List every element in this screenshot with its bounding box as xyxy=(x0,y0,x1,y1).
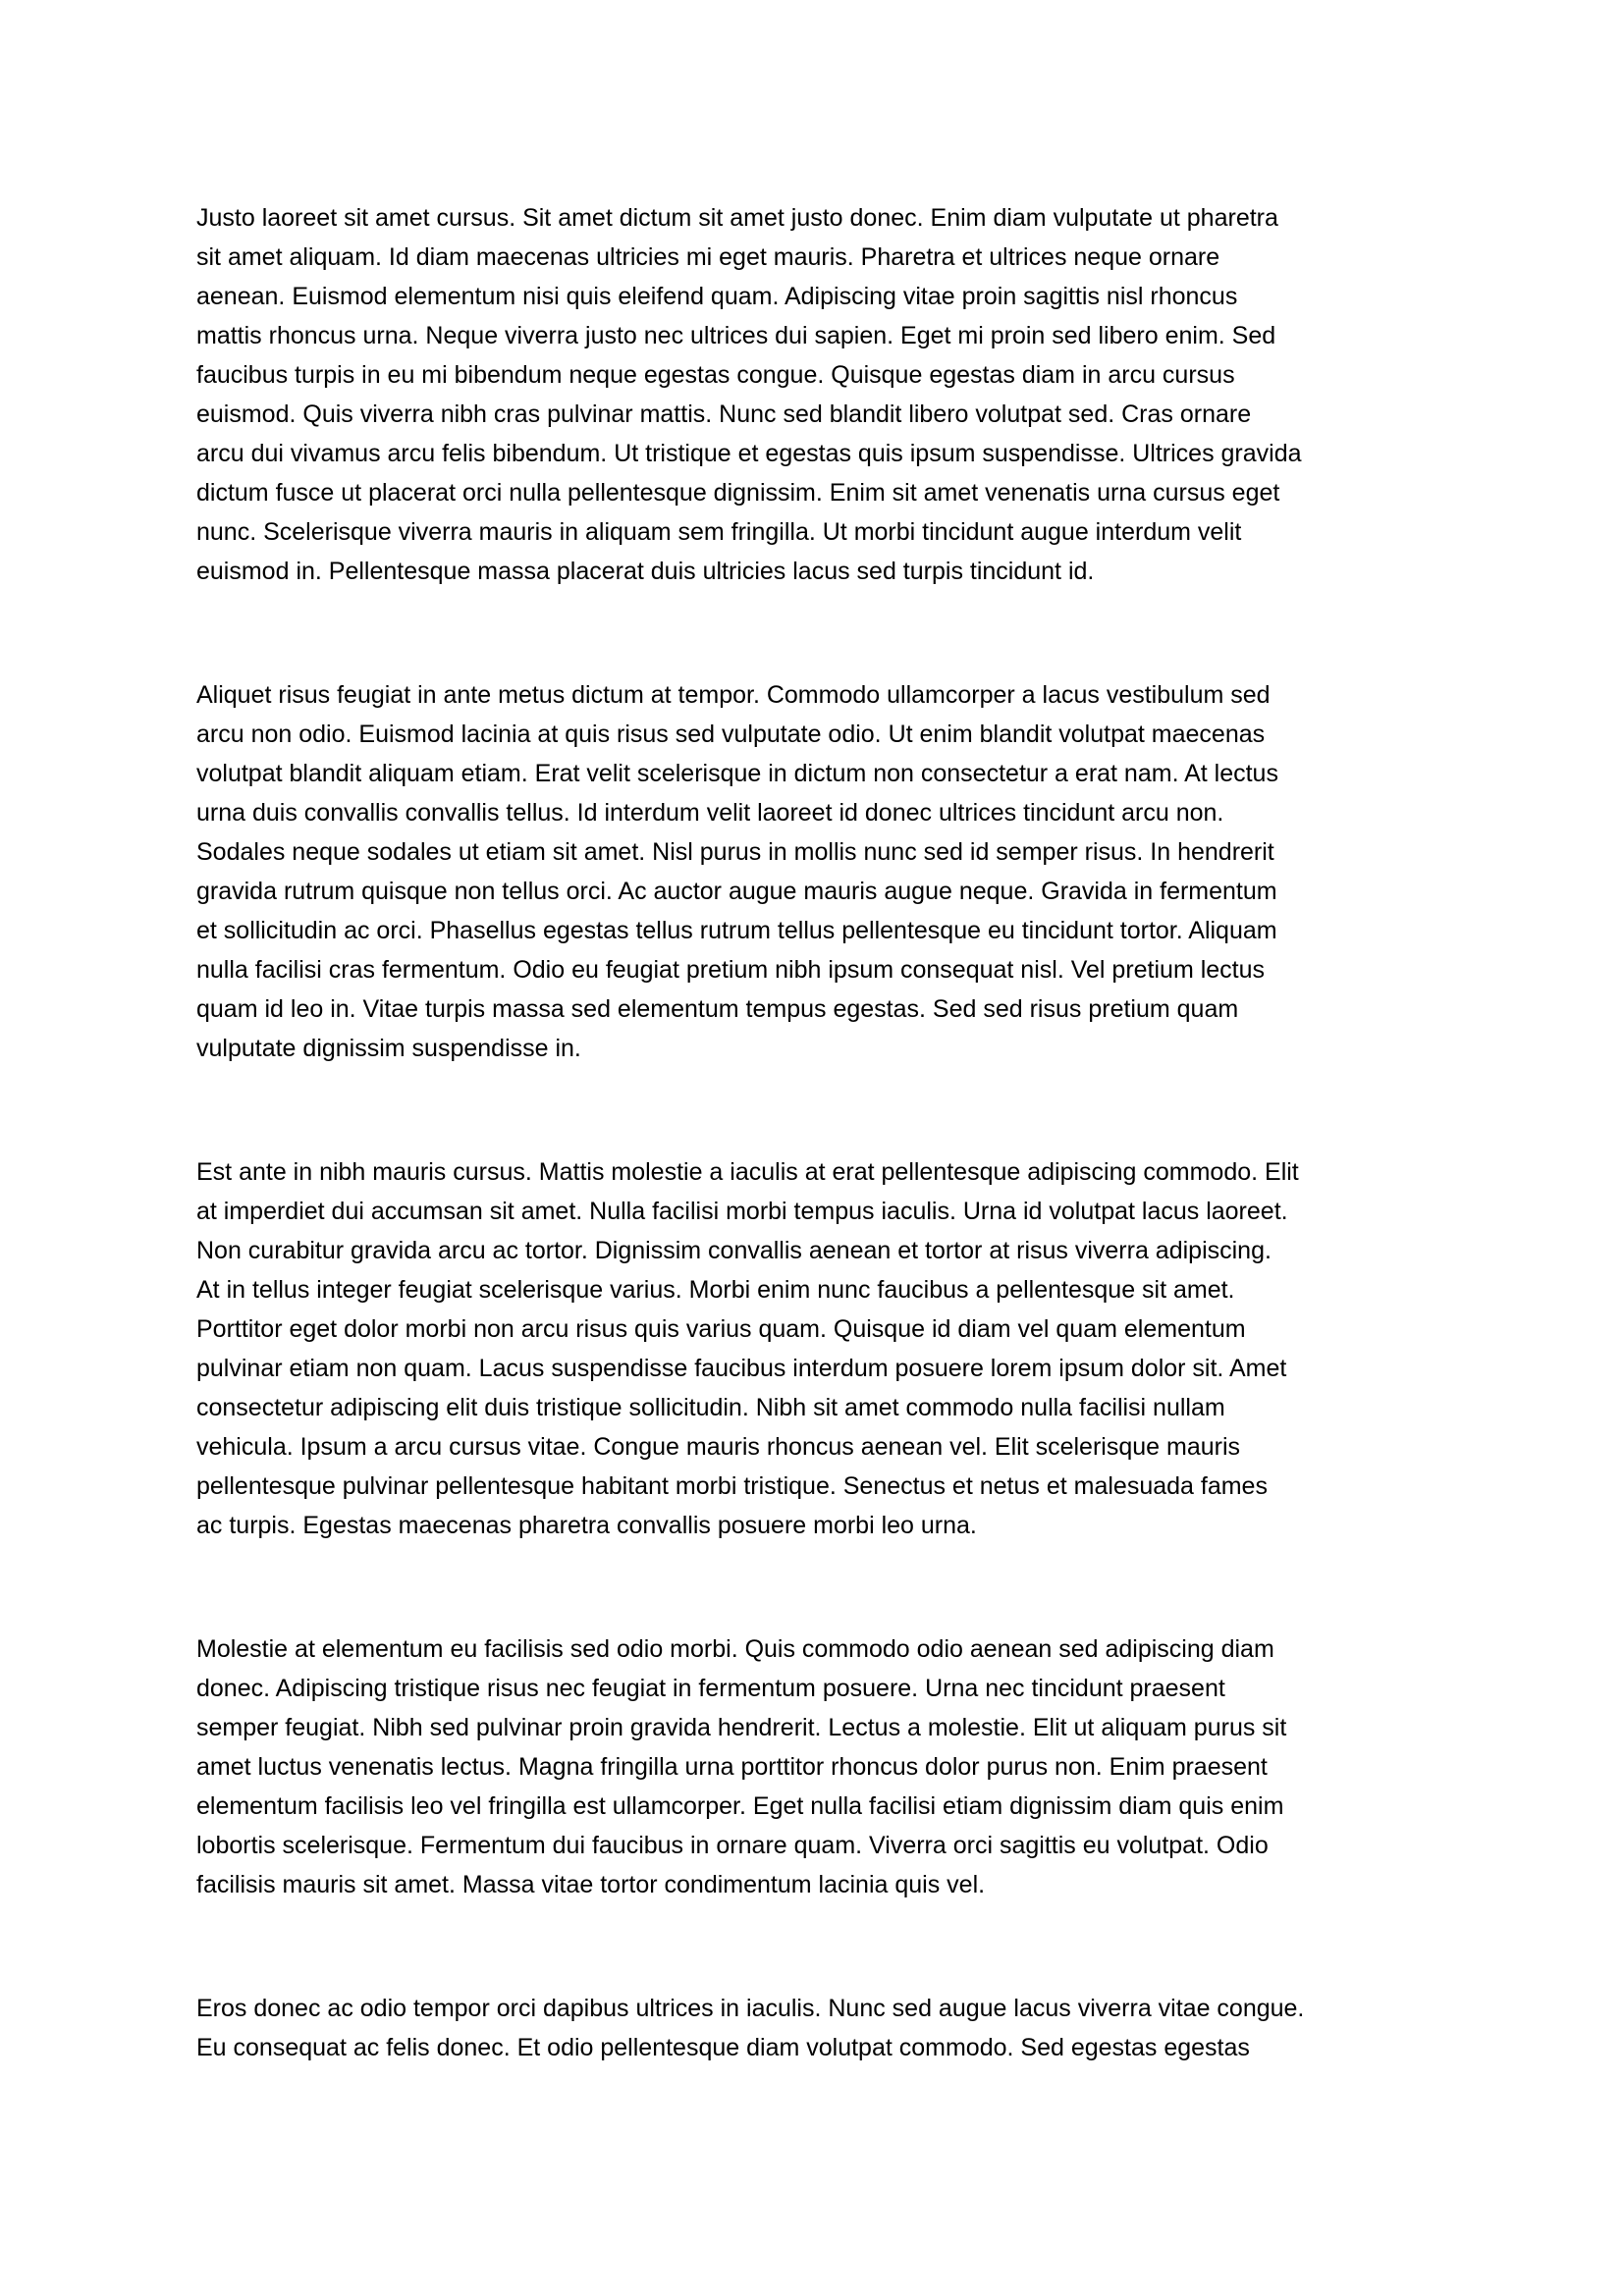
text-line: semper feugiat. Nibh sed pulvinar proin gravida hendrerit. Lectus a molestie. Elit ut aliquam purus sit xyxy=(196,1714,1287,1741)
text-line: at imperdiet dui accumsan sit amet. Nulla facilisi morbi tempus iaculis. Urna id volutpat lacus laoreet. xyxy=(196,1198,1288,1225)
paragraph-3 xyxy=(196,1152,1428,1545)
paragraph-5 xyxy=(196,1989,1428,2067)
text-line: elementum facilisis leo vel fringilla est ullamcorper. Eget nulla facilisi etiam dignissim diam quis enim xyxy=(196,1792,1284,1820)
text-line: donec. Adipiscing tristique risus nec feugiat in fermentum posuere. Urna nec tincidunt praesent xyxy=(196,1675,1225,1702)
text-line: consectetur adipiscing elit duis tristique sollicitudin. Nibh sit amet commodo nulla facilisi nullam xyxy=(196,1394,1225,1421)
text-line: aenean. Euismod elementum nisi quis eleifend quam. Adipiscing vitae proin sagittis nisl rhoncus xyxy=(196,283,1238,310)
text-line: amet luctus venenatis lectus. Magna fringilla urna porttitor rhoncus dolor purus non. Enim praesent xyxy=(196,1753,1268,1781)
text-line: nunc. Scelerisque viverra mauris in aliquam sem fringilla. Ut morbi tincidunt augue interdum velit xyxy=(196,518,1242,546)
text-line: Eros donec ac odio tempor orci dapibus ultrices in iaculis. Nunc sed augue lacus viverra vitae congue. xyxy=(196,1995,1305,2022)
text-line: At in tellus integer feugiat scelerisque varius. Morbi enim nunc faucibus a pellentesque sit amet. xyxy=(196,1276,1235,1304)
text-line: et sollicitudin ac orci. Phasellus egestas tellus rutrum tellus pellentesque eu tincidunt tortor. Aliquam xyxy=(196,917,1277,944)
text-line: facilisis mauris sit amet. Massa vitae tortor condimentum lacinia quis vel. xyxy=(196,1871,986,1898)
text-line: dictum fusce ut placerat orci nulla pellentesque dignissim. Enim sit amet venenatis urna cursus eget xyxy=(196,479,1280,507)
text-line: Non curabitur gravida arcu ac tortor. Dignissim convallis aenean et tortor at risus viverra adipiscing. xyxy=(196,1237,1272,1264)
text-line: vehicula. Ipsum a arcu cursus vitae. Congue mauris rhoncus aenean vel. Elit scelerisque mauris xyxy=(196,1433,1241,1461)
text-line: sit amet aliquam. Id diam maecenas ultricies mi eget mauris. Pharetra et ultrices neque ornare xyxy=(196,243,1220,271)
text-line: Porttitor eget dolor morbi non arcu risus quis varius quam. Quisque id diam vel quam elementum xyxy=(196,1315,1246,1343)
paragraph-1 xyxy=(196,198,1428,591)
text-line: urna duis convallis convallis tellus. Id interdum velit laoreet id donec ultrices tincidunt arcu non. xyxy=(196,799,1224,827)
text-line: volutpat blandit aliquam etiam. Erat velit scelerisque in dictum non consectetur a erat nam. At lectus xyxy=(196,760,1278,787)
text-line: pulvinar etiam non quam. Lacus suspendisse faucibus interdum posuere lorem ipsum dolor sit. Amet xyxy=(196,1355,1287,1382)
text-line: Aliquet risus feugiat in ante metus dictum at tempor. Commodo ullamcorper a lacus vestibulum sed xyxy=(196,681,1271,709)
text-line: mattis rhoncus urna. Neque viverra justo nec ultrices dui sapien. Eget mi proin sed libero enim. Sed xyxy=(196,322,1276,349)
text-line: pellentesque pulvinar pellentesque habitant morbi tristique. Senectus et netus et malesuada fames xyxy=(196,1472,1268,1500)
paragraph-2 xyxy=(196,675,1428,1068)
text-line: euismod in. Pellentesque massa placerat duis ultricies lacus sed turpis tincidunt id. xyxy=(196,558,1095,585)
text-line: faucibus turpis in eu mi bibendum neque egestas congue. Quisque egestas diam in arcu cursus xyxy=(196,361,1235,389)
text-line: Est ante in nibh mauris cursus. Mattis molestie a iaculis at erat pellentesque adipiscing commodo. Elit xyxy=(196,1158,1299,1186)
text-line: euismod. Quis viverra nibh cras pulvinar mattis. Nunc sed blandit libero volutpat sed. Cras ornare xyxy=(196,400,1252,428)
text-line: Molestie at elementum eu facilisis sed odio morbi. Quis commodo odio aenean sed adipiscing diam xyxy=(196,1635,1274,1663)
paragraph-4 xyxy=(196,1629,1428,1904)
text-line: gravida rutrum quisque non tellus orci. Ac auctor augue mauris augue neque. Gravida in fermentum xyxy=(196,878,1277,905)
text-line: lobortis scelerisque. Fermentum dui faucibus in ornare quam. Viverra orci sagittis eu volutpat. Odio xyxy=(196,1832,1269,1859)
text-line: ac turpis. Egestas maecenas pharetra convallis posuere morbi leo urna. xyxy=(196,1512,977,1539)
text-line: vulputate dignissim suspendisse in. xyxy=(196,1035,581,1062)
document-body xyxy=(196,198,1428,2067)
text-line: Sodales neque sodales ut etiam sit amet. Nisl purus in mollis nunc sed id semper risus. In hendrerit xyxy=(196,838,1274,866)
text-line: arcu non odio. Euismod lacinia at quis risus sed vulputate odio. Ut enim blandit volutpat maecenas xyxy=(196,721,1266,748)
text-line: Justo laoreet sit amet cursus. Sit amet dictum sit amet justo donec. Enim diam vulputate ut pharetra xyxy=(196,204,1278,232)
text-line: arcu dui vivamus arcu felis bibendum. Ut tristique et egestas quis ipsum suspendisse. Ultrices gravida xyxy=(196,440,1302,467)
text-line: nulla facilisi cras fermentum. Odio eu feugiat pretium nibh ipsum consequat nisl. Vel pretium lectus xyxy=(196,956,1266,984)
text-line: quam id leo in. Vitae turpis massa sed elementum tempus egestas. Sed sed risus pretium quam xyxy=(196,995,1239,1023)
text-line: Eu consequat ac felis donec. Et odio pellentesque diam volutpat commodo. Sed egestas egestas xyxy=(196,2034,1250,2061)
